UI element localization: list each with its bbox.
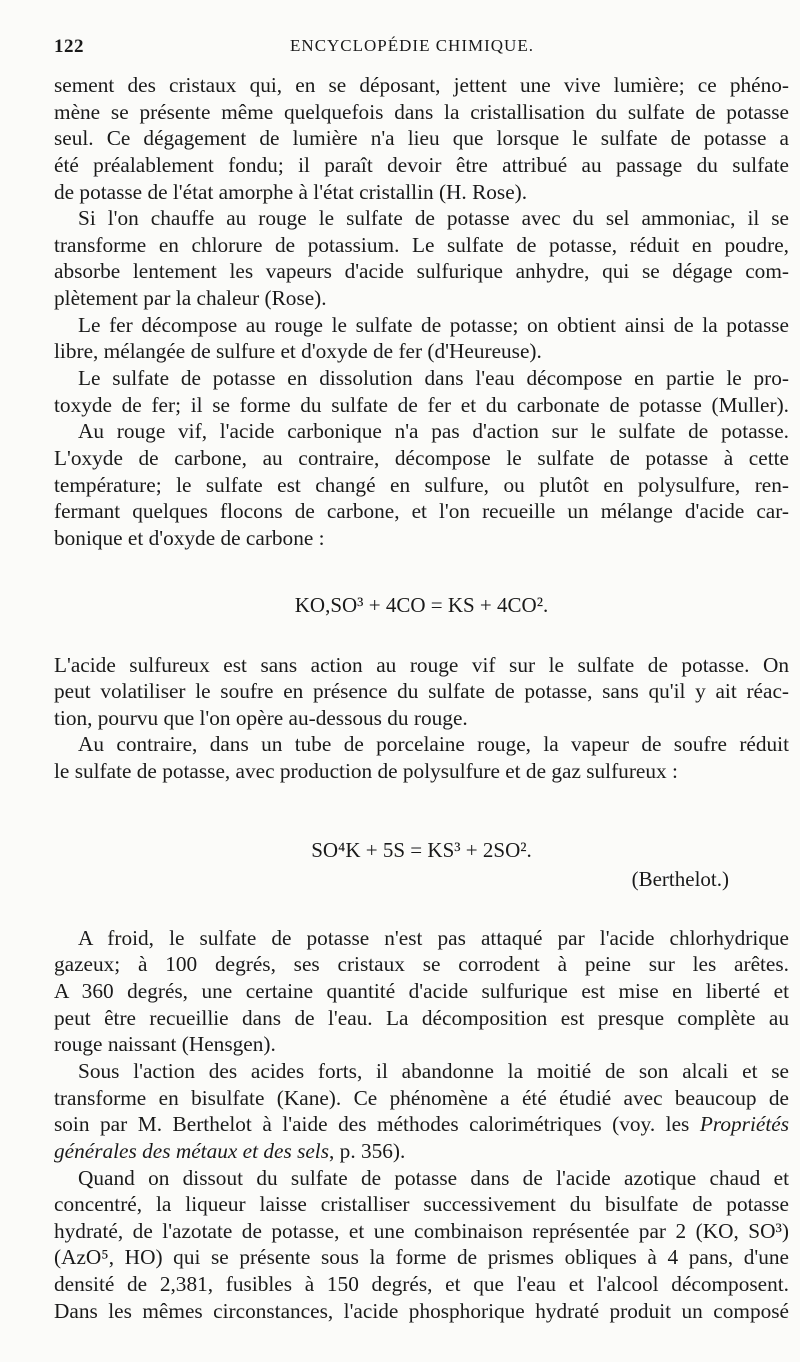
text-line: peut être recueillie dans de l'eau. La décomposition est presque complète au bbox=[54, 1005, 789, 1030]
text-line: fermant quelques flocons de carbone, et l'on recueille un mélange d'acide car- bbox=[54, 499, 789, 524]
text-line: Au contraire, dans un tube de porcelaine rouge, la vapeur de soufre réduit bbox=[78, 732, 789, 757]
text-line: Dans les mêmes circonstances, l'acide phosphorique hydraté produit un composé bbox=[54, 1298, 789, 1323]
text-line: L'oxyde de carbone, au contraire, décompose le sulfate de potasse à cette bbox=[54, 445, 789, 470]
text-line: transforme en bisulfate (Kane). Ce phénomène a été étudié avec beaucoup de bbox=[54, 1085, 789, 1110]
text-run: soin par M. Berthelot à l'aide des méthodes calorimétriques (voy. les bbox=[54, 1112, 700, 1137]
page-number: 122 bbox=[54, 36, 84, 57]
text-line bbox=[54, 1111, 789, 1138]
text-line: L'acide sulfureux est sans action au rouge vif sur le sulfate de potasse. On bbox=[54, 652, 789, 677]
text-line: peut volatiliser le soufre en présence du sulfate de potasse, sans qu'il y ait réac- bbox=[54, 679, 789, 704]
text-line: libre, mélangée de sulfure et d'oxyde de fer (d'Heureuse). bbox=[54, 339, 542, 364]
text-line: été préalablement fondu; il paraît devoir être attribué au passage du sulfate bbox=[54, 152, 789, 177]
text-line: Sous l'action des acides forts, il abandonne la moitié de son alcali et se bbox=[78, 1058, 789, 1083]
text-run: , p. 356). bbox=[329, 1138, 406, 1163]
text-line: densité de 2,381, fusibles à 150 degrés, et que l'eau et l'alcool décomposent. bbox=[54, 1272, 789, 1297]
text-line: Quand on dissout du sulfate de potasse dans de l'acide azotique chaud et bbox=[78, 1165, 789, 1190]
page-header bbox=[54, 36, 770, 66]
text-line: gazeux; à 100 degrés, ses cristaux se corrodent à peine sur les arêtes. bbox=[54, 952, 789, 977]
italic-title: générales des métaux et des sels bbox=[54, 1138, 330, 1163]
text-line bbox=[54, 1138, 789, 1165]
text-line: absorbe lentement les vapeurs d'acide sulfurique anhydre, qui se dégage com- bbox=[54, 259, 789, 284]
text-line: A froid, le sulfate de potasse n'est pas attaqué par l'acide chlorhydrique bbox=[78, 925, 789, 950]
text-line: de potasse de l'état amorphe à l'état cristallin (H. Rose). bbox=[54, 179, 528, 204]
text-line: (AzO⁵, HO) qui se présente sous la forme de prismes obliques à 4 pans, d'une bbox=[54, 1245, 789, 1270]
text-line: hydraté, de l'azotate de potasse, et une combinaison représentée par 2 (KO, SO³) bbox=[54, 1218, 789, 1243]
text-line: Au rouge vif, l'acide carbonique n'a pas d'action sur le sulfate de potasse. bbox=[78, 419, 789, 444]
text-line: toxyde de fer; il se forme du sulfate de fer et du carbonate de potasse (Muller). bbox=[54, 392, 789, 417]
text-line: tion, pourvu que l'on opère au-dessous du rouge. bbox=[54, 705, 468, 730]
text-line: sement des cristaux qui, en se déposant, jettent une vive lumière; ce phéno- bbox=[54, 73, 789, 97]
text-line: Si l'on chauffe au rouge le sulfate de potasse avec du sel ammoniac, il se bbox=[78, 206, 789, 231]
text-line: Le sulfate de potasse en dissolution dans l'eau décompose en partie le pro- bbox=[78, 366, 789, 391]
running-head: ENCYCLOPÉDIE CHIMIQUE. bbox=[290, 36, 534, 55]
page-body bbox=[54, 72, 789, 1324]
chemical-equation: SO⁴K + 5S = KS³ + 2SO². bbox=[311, 837, 532, 862]
citation: (Berthelot.) bbox=[631, 866, 729, 891]
text-line: bonique et d'oxyde de carbone : bbox=[54, 525, 325, 550]
chemical-equation: KO,SO³ + 4CO = KS + 4CO². bbox=[294, 592, 549, 617]
italic-title: Propriétés bbox=[699, 1112, 789, 1137]
text-line: mène se présente même quelquefois dans la cristallisation du sulfate de potasse bbox=[54, 99, 789, 124]
text-line: A 360 degrés, une certaine quantité d'acide sulfurique est mise en liberté et bbox=[54, 979, 789, 1004]
text-line: Le fer décompose au rouge le sulfate de potasse; on obtient ainsi de la potasse bbox=[78, 312, 789, 337]
text-line: concentré, la liqueur laisse cristalliser successivement du bisulfate de potasse bbox=[54, 1192, 789, 1217]
text-line: plètement par la chaleur (Rose). bbox=[54, 286, 327, 311]
text-line: transforme en chlorure de potassium. Le sulfate de potasse, réduit en poudre, bbox=[54, 232, 789, 257]
text-line: le sulfate de potasse, avec production de polysulfure et de gaz sulfureux : bbox=[54, 759, 678, 784]
text-line: température; le sulfate est changé en sulfure, ou plutôt en polysulfure, ren- bbox=[54, 472, 789, 497]
text-line: seul. Ce dégagement de lumière n'a lieu que lorsque le sulfate de potasse a bbox=[54, 126, 789, 151]
text-line: rouge naissant (Hensgen). bbox=[54, 1032, 276, 1057]
